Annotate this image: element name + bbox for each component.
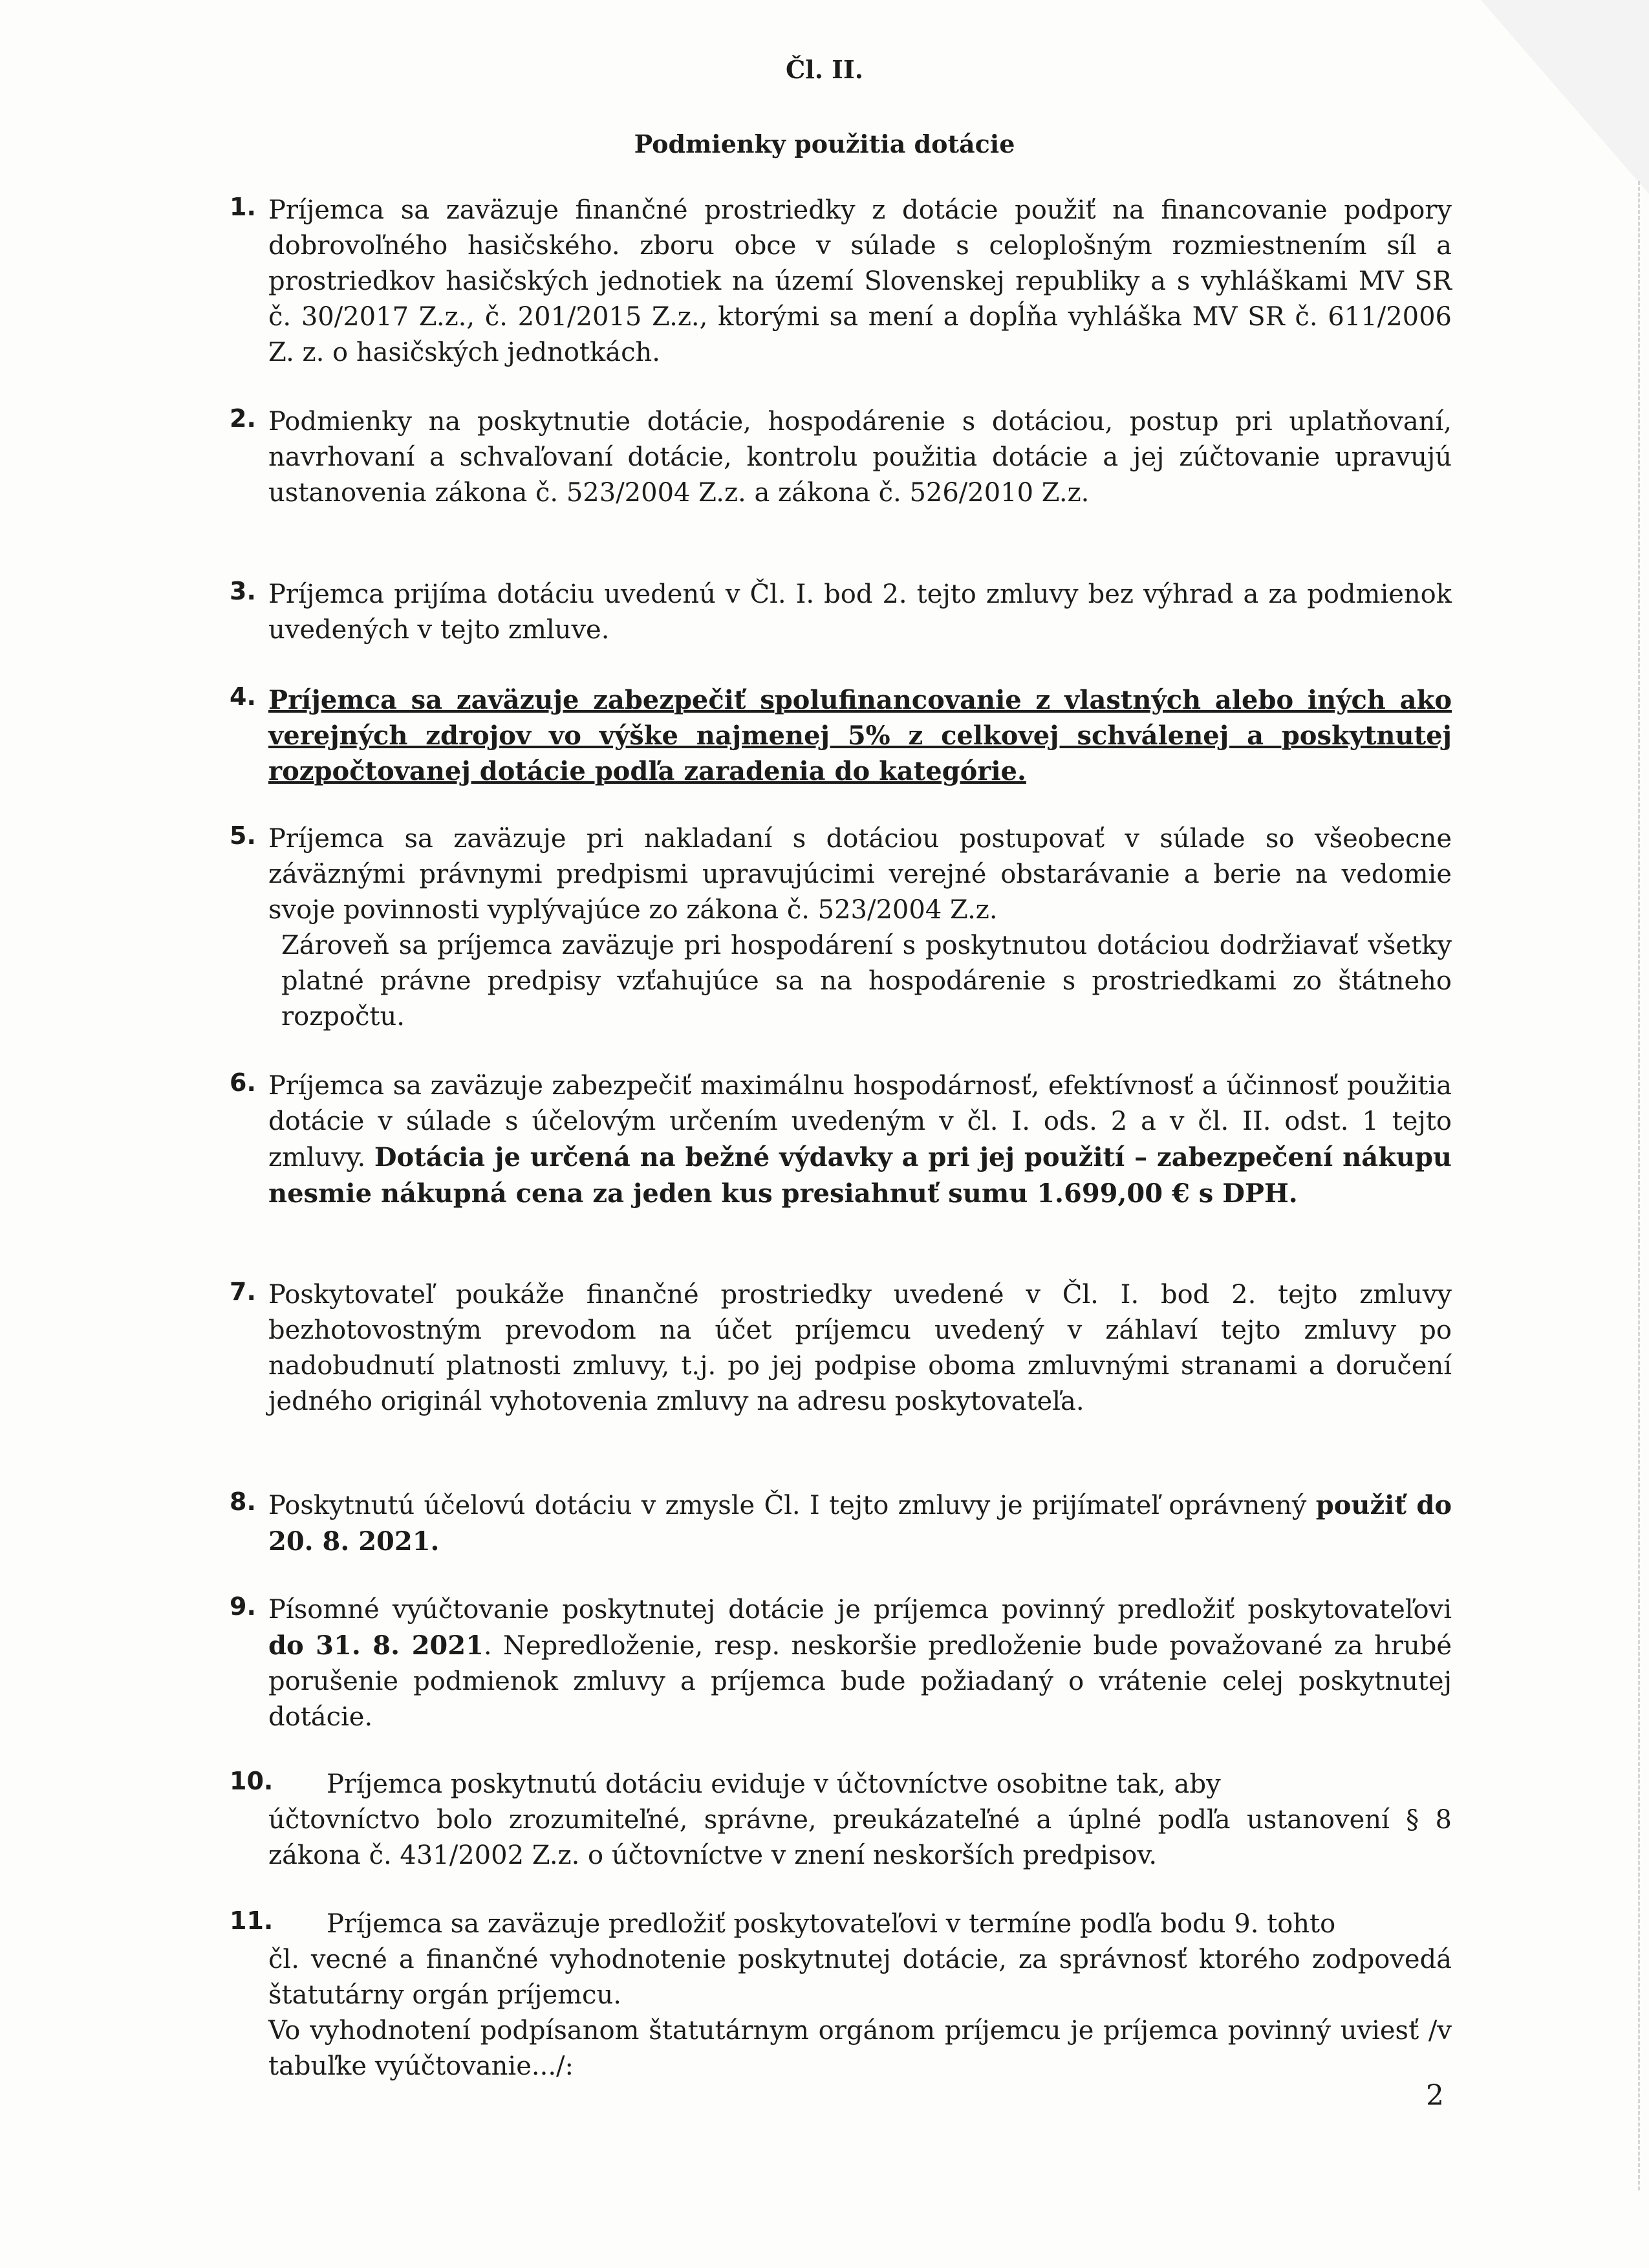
- list-item: [230, 404, 1452, 546]
- list-item: [230, 1767, 1452, 1874]
- article-title: Podmienky použitia dotácie: [634, 129, 1015, 158]
- item-number: 4.: [230, 682, 256, 711]
- page-corner-fold: [1481, 0, 1649, 194]
- item-number: 7.: [230, 1277, 256, 1306]
- item-text: Poskytovateľ poukáže finančné prostriedky uvedené v Čl. I. bod 2. tejto zmluvy bezhotovostným prevodom na účet príjemcu uvedený v záhlaví tejto zmluvy po nadobudnutí platnosti zmluvy, t.j. po jej podpise oboma zmluvnými stranami a doručení jedného originál vyhotovenia zmluvy na adresu poskytovateľa.: [268, 1280, 1452, 1416]
- item-text-bold: použiť do 20. 8. 2021.: [268, 1490, 1452, 1557]
- item-text: Príjemca sa zaväzuje pri nakladaní s dotáciou postupovať v súlade so všeobecne záväznými právnymi predpismi upravujúcimi verejné obstarávanie a berie na vedomie svoje povinnosti vyplývajúce zo zákona č. 523/2004 Z.z.: [268, 824, 1452, 925]
- item-number: 5.: [230, 821, 256, 850]
- list-item: [230, 1277, 1452, 1455]
- list-item: [230, 193, 1452, 374]
- item-number: 6.: [230, 1068, 256, 1097]
- item-lead-text: Príjemca poskytnutú dotáciu eviduje v účtovníctve osobitne tak, aby: [327, 1769, 1221, 1799]
- item-number: 2.: [230, 404, 256, 433]
- item-number: 9.: [230, 1592, 256, 1621]
- item-text-continued: . Nepredloženie, resp. neskoršie predloženie bude považované za hrubé porušenie podmienok zmluvy a príjemca bude požiadaný o vrátenie celej poskytnutej dotácie.: [268, 1631, 1452, 1732]
- list-item: [230, 1068, 1452, 1246]
- article-number: Čl. II.: [786, 55, 863, 84]
- item-text-underlined: Príjemca sa zaväzuje zabezpečiť spolufinancovanie z vlastných alebo iných ako verejných zdrojov vo výške najmenej 5% z celkovej schválenej a poskytnutej rozpočtovanej dotácie podľa zaradenia do kategórie.: [268, 685, 1452, 786]
- item-text-bold: Dotácia je určená na bežné výdavky a pri jej použití – zabezpečení nákupu nesmie nákupná cena za jeden kus presiahnuť sumu 1.699,00 € s DPH.: [268, 1142, 1452, 1209]
- item-text-bold: do 31. 8. 2021: [268, 1630, 484, 1661]
- item-number: 3.: [230, 577, 256, 605]
- list-item: [230, 682, 1452, 789]
- list-item: [230, 1487, 1452, 1559]
- item-text: Príjemca sa zaväzuje zabezpečiť maximálnu hospodárnosť, efektívnosť a účinnosť použitia dotácie v súlade s účelovým určením uvedeným v čl. I. ods. 2 a v čl. II. odst. 1 tejto zmluvy.: [268, 1071, 1452, 1172]
- item-number: 1.: [230, 193, 256, 221]
- item-text: Podmienky na poskytnutie dotácie, hospodárenie s dotáciou, postup pri uplatňovaní, navrhovaní a schvaľovaní dotácie, kontrolu použitia dotácie a jej zúčtovanie upravujú ustanovenia zákona č. 523/2004 Z.z. a zákona č. 526/2010 Z.z.: [268, 407, 1452, 508]
- item-text: účtovníctvo bolo zrozumiteľné, správne, preukázateľné a úplné podľa ustanovení § 8 zákona č. 431/2002 Z.z. o účtovníctve v znení neskorších predpisov.: [268, 1805, 1452, 1870]
- item-number: 11.: [230, 1906, 274, 1935]
- list-item: [230, 1906, 1452, 2084]
- item-text: Písomné vyúčtovanie poskytnutej dotácie je príjemca povinný predložiť poskytovateľovi: [268, 1595, 1452, 1625]
- list-item: [230, 821, 1452, 1035]
- item-text: Príjemca sa zaväzuje finančné prostriedky z dotácie použiť na financovanie podpory dobrovoľného hasičského. zboru obce v súlade s celoplošným rozmiestnením síl a prostriedkov hasičských jednotiek na území Slovenskej republiky a s vyhláškami MV SR č. 30/2017 Z.z., č. 201/2015 Z.z., ktorými sa mení a dopĺňa vyhláška MV SR č. 611/2006 Z. z. o hasičských jednotkách.: [268, 195, 1452, 367]
- item-text: čl. vecné a finančné vyhodnotenie poskytnutej dotácie, za správnosť ktorého zodpovedá štatutárny orgán príjemcu.: [268, 1945, 1452, 2010]
- item-text-continued: Zároveň sa príjemca zaväzuje pri hospodárení s poskytnutou dotáciou dodržiavať všetky platné právne predpisy vzťahujúce sa na hospodárenie s prostriedkami zo štátneho rozpočtu.: [281, 931, 1452, 1031]
- page-edge-perforation: [1638, 181, 1640, 2190]
- item-number: 10.: [230, 1767, 274, 1795]
- item-number: 8.: [230, 1487, 256, 1516]
- item-text-continued: Vo vyhodnotení podpísanom štatutárnym orgánom príjemcu je príjemca povinný uviesť /v tabuľke vyúčtovanie.../:: [268, 2016, 1452, 2081]
- list-item: [230, 577, 1452, 648]
- item-text: Príjemca prijíma dotáciu uvedenú v Čl. I. bod 2. tejto zmluvy bez výhrad a za podmienok uvedených v tejto zmluve.: [268, 579, 1452, 645]
- list-item: [230, 1592, 1452, 1734]
- page-number: 2: [1426, 2079, 1444, 2112]
- item-lead-text: Príjemca sa zaväzuje predložiť poskytovateľovi v termíne podľa bodu 9. tohto: [327, 1909, 1336, 1939]
- item-text: Poskytnutú účelovú dotáciu v zmysle Čl. I tejto zmluvy je prijímateľ oprávnený: [268, 1491, 1307, 1520]
